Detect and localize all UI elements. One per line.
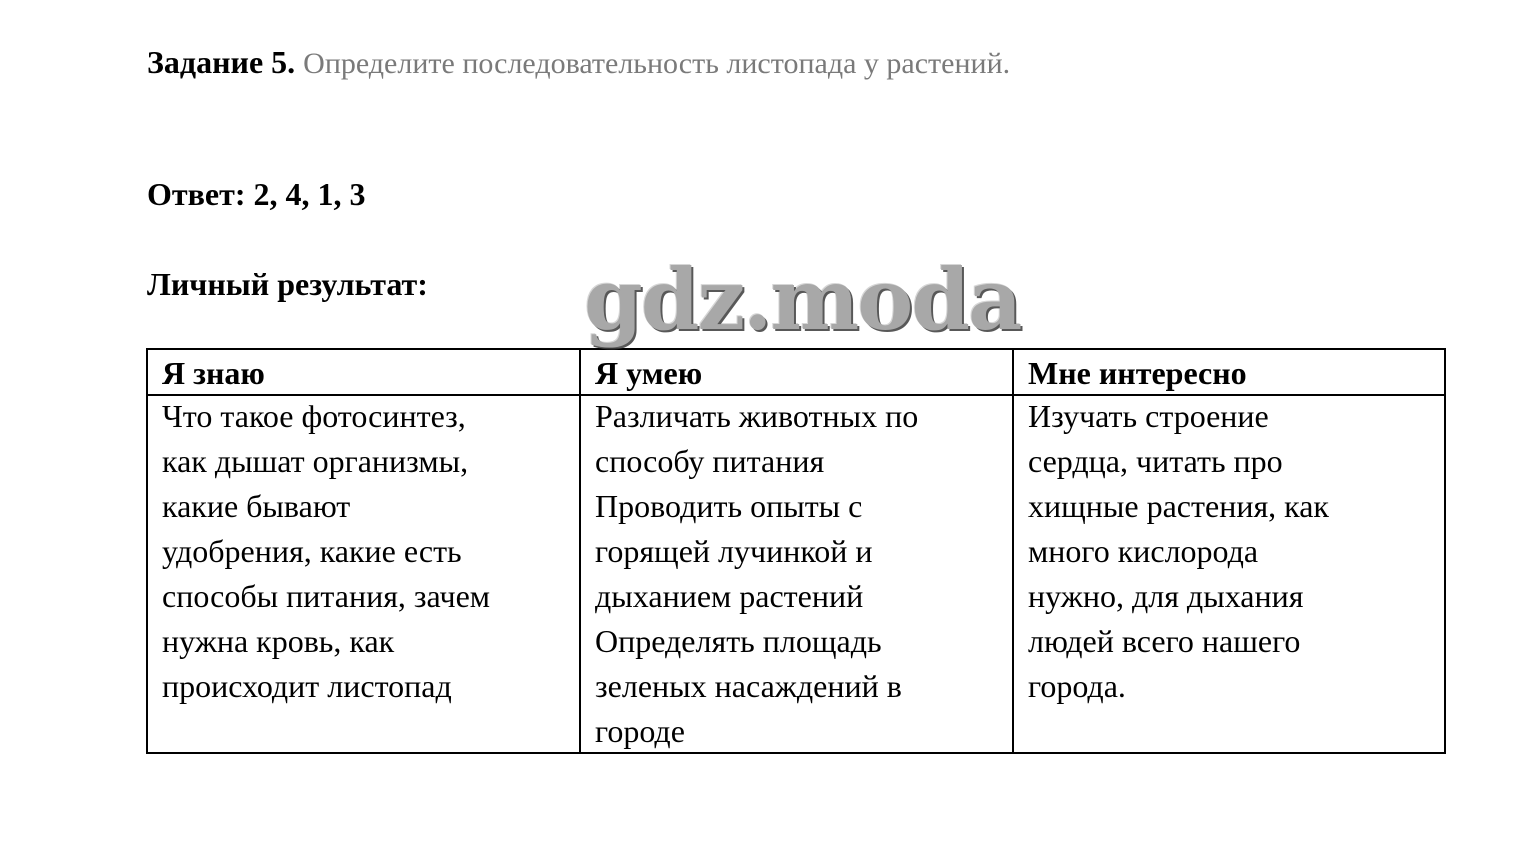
task-text: Определите последовательность листопада у растений. (303, 47, 1011, 80)
answer-text: Ответ: 2, 4, 1, 3 (147, 176, 366, 212)
result-table (146, 348, 1446, 754)
cell-i-know: Что такое фотосинтез, как дышат организмы, какие бывают удобрения, какие есть способы питания, зачем нужна кровь, как происходит листопад (148, 394, 581, 752)
header-i-know: Я знаю (148, 350, 581, 396)
header-i-can: Я умею (581, 350, 1014, 396)
cell-i-can: Различать животных по способу питания Проводить опыты с горящей лучинкой и дыханием растений Определять площадь зеленых насаждений в городе (581, 394, 1014, 752)
personal-result-heading: Личный результат: (147, 266, 428, 302)
task-line (147, 40, 1010, 86)
watermark-logo: gdz.moda (584, 250, 1021, 349)
cell-i-am-interested: Изучать строение сердца, читать про хищные растения, как много кислорода нужно, для дыхания людей всего нашего города. (1028, 398, 1329, 704)
task-label: Задание 5. (147, 44, 296, 80)
header-i-am-interested: Мне интересно (1014, 350, 1444, 396)
